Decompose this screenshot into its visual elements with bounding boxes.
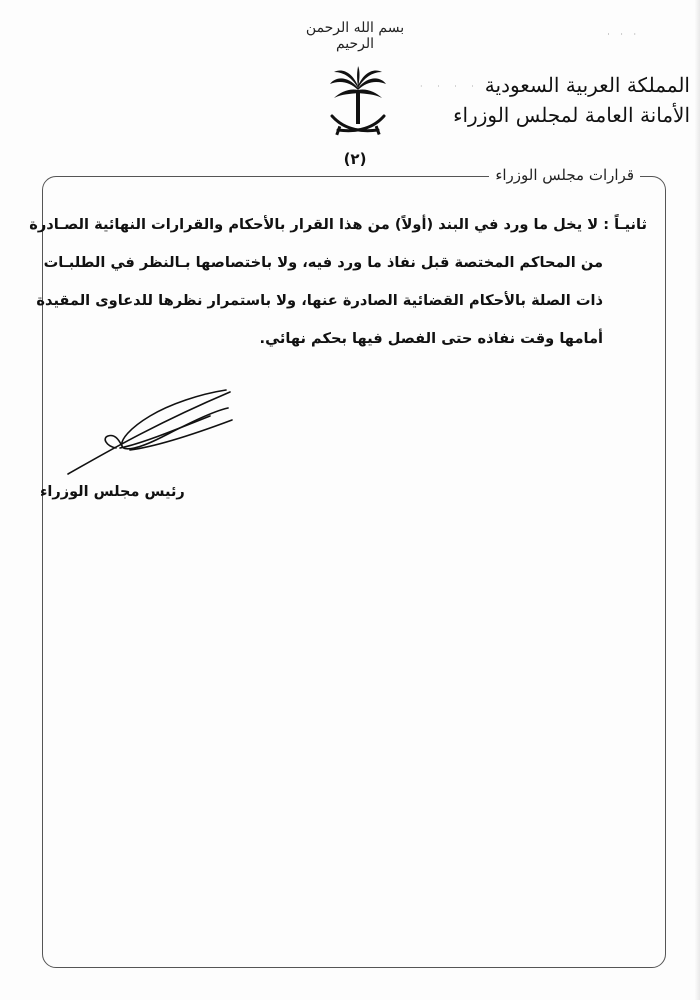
frame-label: قرارات مجلس الوزراء bbox=[489, 166, 640, 184]
text-line: ذات الصلة بالأحكام القضائية الصادرة عنها، ولا باستمرار نظرها للدعاوى المقيدة bbox=[36, 292, 603, 309]
scan-speckles: · · · bbox=[607, 30, 640, 39]
decision-text bbox=[29, 206, 647, 358]
emblem-icon bbox=[326, 66, 390, 146]
scan-speckles: · · · · bbox=[420, 82, 480, 91]
letterhead bbox=[453, 70, 690, 130]
secretariat-name: الأمانة العامة لمجلس الوزراء bbox=[453, 103, 690, 127]
page-edge-shadow bbox=[694, 0, 700, 1000]
signature-icon bbox=[60, 386, 240, 478]
page-number: (٢) bbox=[343, 150, 367, 168]
text-line: من المحاكم المختصة قبل نفاذ ما ورد فيه، ولا باختصاصها بـالنظر في الطلبـات bbox=[43, 254, 603, 271]
kingdom-name: المملكة العربية السعودية bbox=[484, 73, 690, 97]
text-line: أمامها وقت نفاذه حتى الفصل فيها بحكم نهائي. bbox=[259, 330, 603, 347]
signatory-title: رئيس مجلس الوزراء bbox=[40, 484, 185, 500]
basmala-calligraphy: بسم الله الرحمن الرحيم bbox=[305, 20, 405, 52]
text-line: ثانيـاً : لا يخل ما ورد في البند (أولاً) من هذا القرار بالأحكام والقرارات النهائية الصـادرة bbox=[29, 216, 647, 233]
